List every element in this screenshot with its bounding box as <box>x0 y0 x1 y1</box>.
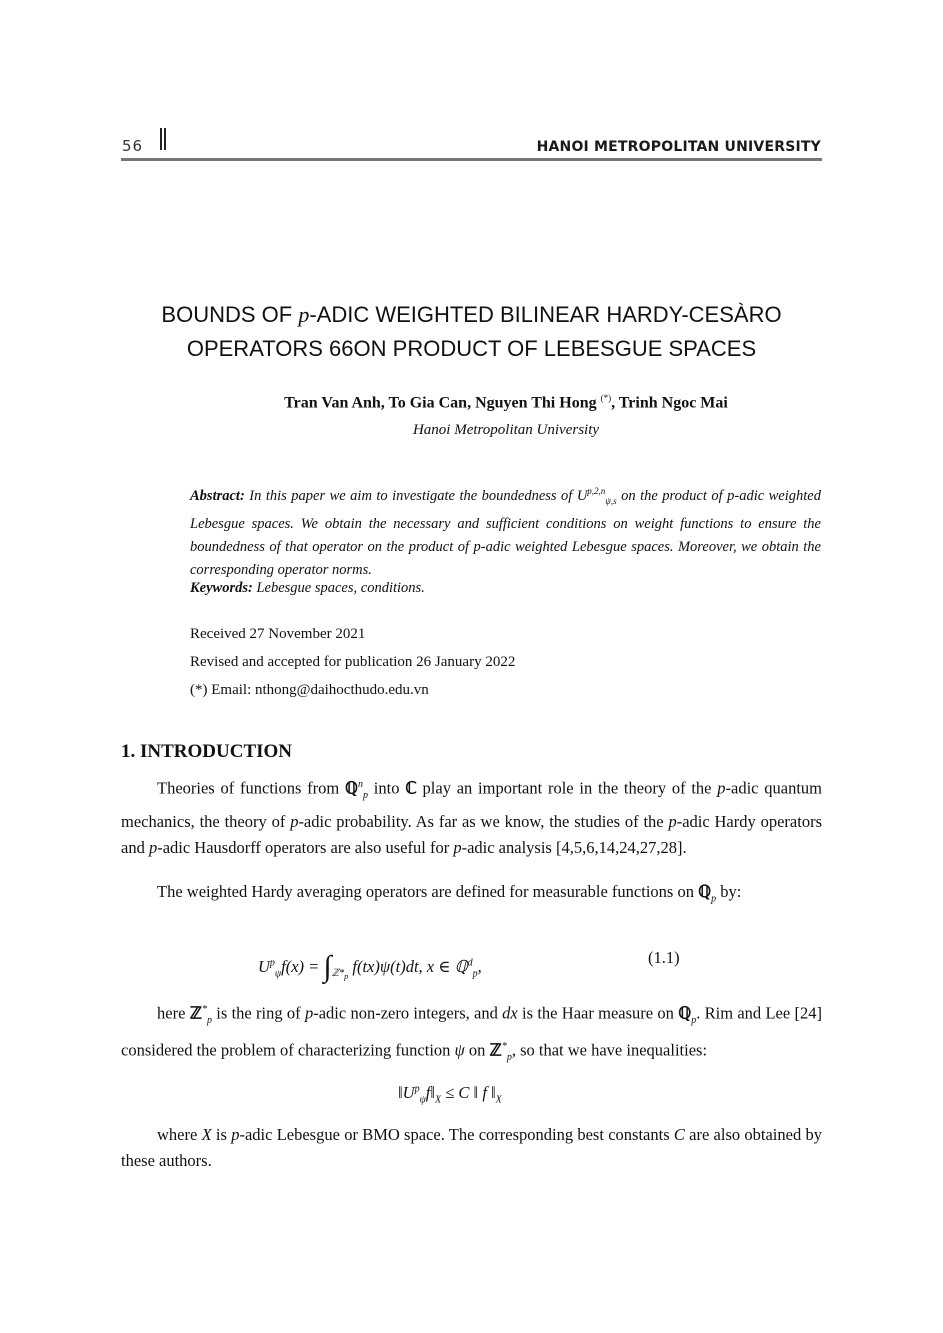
abstract: Abstract: In this paper we aim to investigate the boundedness of U$^{p,2,n}_{\psi,s}$ on the product of p-adic weighted Lebesgue spaces. We obtain the necessary and sufficient conditions on weight functions to ensure the boundedness of that operator on the product of p-adic weighted Lebesgue spaces. Moreover, we obtain the corresponding operator norms. <box>190 486 821 578</box>
section-heading: 1. INTRODUCTION <box>121 741 293 762</box>
intro-paragraph-4: where X is p-adic Lebesgue or BMO space. The corresponding best constants C are also obtained by these authors. <box>121 1125 822 1170</box>
equation-number: (1.1) <box>648 948 680 967</box>
header-bars-decoration <box>160 128 168 150</box>
paper-title: BOUNDS OF p-ADIC WEIGHTED BILINEAR HARDY-CESÀRO OPERATORS 66ON PRODUCT OF LEBESGUE SPACES <box>161 302 782 361</box>
abstract-label: Abstract: <box>190 487 245 504</box>
revised-date: Revised and accepted for publication 26 January 2022 <box>190 654 516 670</box>
journal-name: HANOI METROPOLITAN UNIVERSITY <box>536 139 821 155</box>
affiliation: Hanoi Metropolitan University <box>412 422 600 438</box>
equation-1-1: $U^p_\psi f(x) = \int_{ℤ*_p}$ f(tx)ψ(t)dt, x ∈ ℚ$^d_p$, <box>258 950 482 983</box>
received-date: Received 27 November 2021 <box>190 626 366 642</box>
inequality: $‖U^p_\psi f‖_X \le C$ ‖ f $‖_X$ <box>398 1083 502 1106</box>
page-number: 56 <box>122 137 144 155</box>
author-list: Tran Van Anh, To Gia Can, Nguyen Thi Hong (*), Trinh Ngoc Mai <box>284 393 728 412</box>
keywords-label: Keywords: <box>190 580 253 596</box>
header-rule <box>121 158 822 161</box>
keywords: Keywords: Lebesgue spaces, conditions. <box>190 580 425 596</box>
intro-paragraph-1: Theories of functions from ℚ$^n_p$ into ℂ play an important role in the theory of the p-adic quantum mechanics, the theory of p-adic probability. As far as we know, the studies of the p-adic Hardy operators and p-adic Hausdorff operators are also useful for p-adic analysis [4,5,6,14,24,27,28]. <box>121 778 823 857</box>
intro-paragraph-2: The weighted Hardy averaging operators are defined for measurable functions on ℚ$_p$ by: <box>157 882 742 905</box>
corresponding-email: (*) Email: nthong@daihocthudo.edu.vn <box>190 682 429 698</box>
intro-paragraph-3: here ℤ*$_p$ is the ring of p-adic non-zero integers, and dx is the Haar measure on ℚ$_p$. Rim and Lee [24] considered the problem of characterizing function ψ on ℤ*$_p$, so that we have inequalities: <box>121 1003 822 1063</box>
